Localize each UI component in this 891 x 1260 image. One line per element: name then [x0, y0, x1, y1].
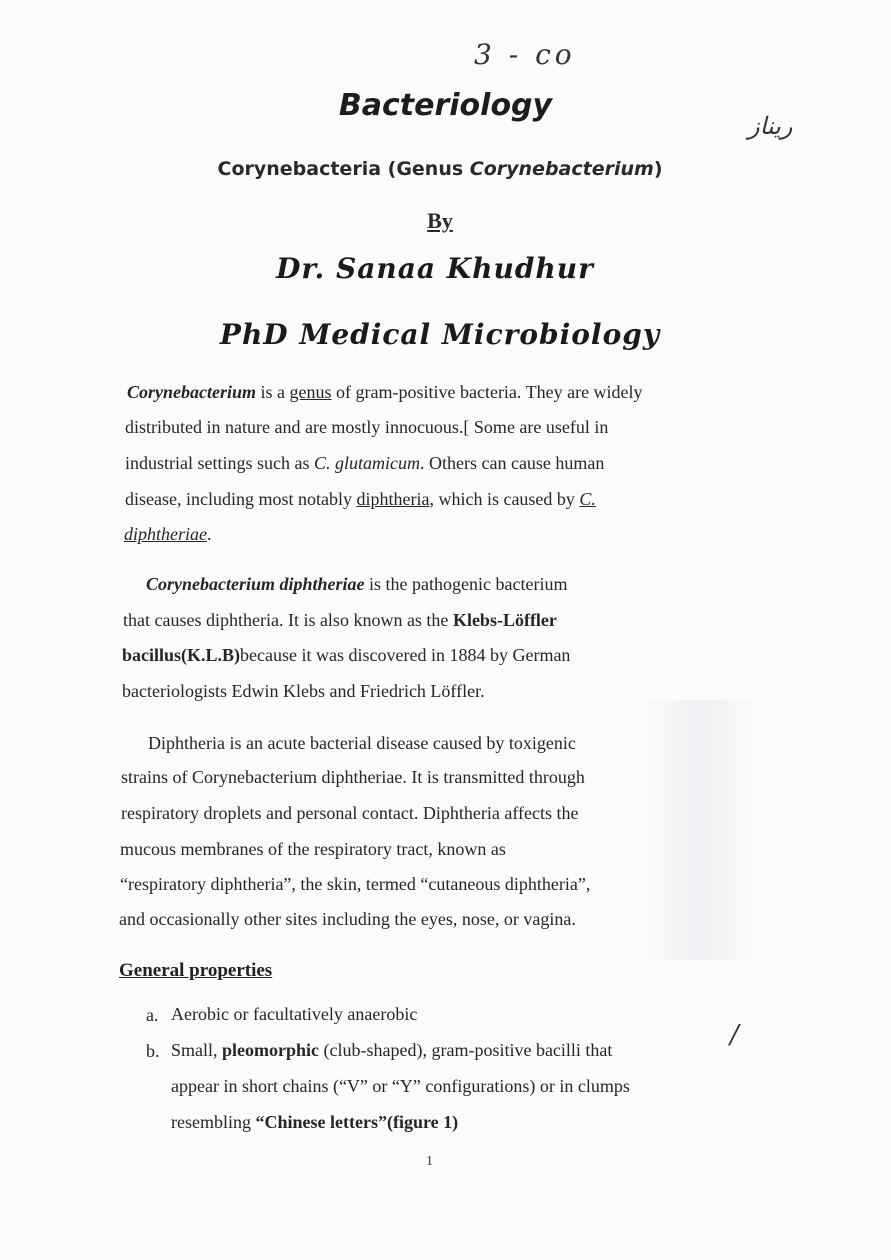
paragraph1-text: .	[207, 524, 212, 544]
scan-shadow	[640, 700, 760, 960]
paragraph2-line3	[122, 645, 570, 666]
author-credential: PhD Medical Microbiology	[219, 318, 661, 351]
paragraph2-line4: bacteriologists Edwin Klebs and Friedrich Löffler.	[122, 681, 485, 701]
paragraph3-line4: mucous membranes of the respiratory tract, known as	[120, 839, 506, 859]
by-label: By	[427, 208, 453, 233]
handwritten-top-note: 3 - co	[474, 38, 576, 71]
paragraph1-line4	[125, 489, 596, 510]
handwritten-margin-mark: ∕	[730, 1020, 739, 1050]
paragraph1-line5	[124, 524, 212, 545]
paragraph1-text: , which is caused by	[429, 489, 580, 509]
paragraph2-text: is the pathogenic bacterium	[364, 574, 568, 594]
handwritten-right-note: ریناز	[748, 112, 793, 140]
list-item-b-line2: appear in short chains (“V” or “Y” configurations) or in clumps	[171, 1076, 630, 1096]
paragraph2-text: because it was discovered in 1884 by German	[240, 645, 571, 665]
paragraph3-line3: respiratory droplets and personal contact. Diphtheria affects the	[121, 803, 579, 823]
subtitle-suffix: )	[653, 158, 663, 180]
paragraph1-line1	[127, 382, 643, 403]
list-marker-b: b.	[146, 1041, 160, 1061]
paragraph1-line3	[125, 453, 604, 474]
subtitle	[0, 158, 880, 180]
list-marker-a: a.	[146, 1005, 159, 1025]
page-title: Bacteriology	[338, 88, 553, 123]
pleomorphic-term: pleomorphic	[222, 1040, 320, 1060]
paragraph1-text: industrial settings such as	[125, 453, 314, 473]
c-diphtheriae-term: Corynebacterium diphtheriae	[146, 574, 365, 594]
klebs-loffler-term: Klebs-Löffler	[452, 610, 557, 630]
chinese-letters-term: “Chinese letters”(figure 1)	[255, 1112, 459, 1132]
list-item-b-text: resembling	[171, 1112, 256, 1132]
page-number: 1	[426, 1154, 433, 1169]
author-name: Dr. Sanaa Khudhur	[276, 252, 594, 285]
paragraph3-line5: “respiratory diphtheria”, the skin, termed “cutaneous diphtheria”,	[120, 874, 591, 894]
paragraph3-line1: Diphtheria is an acute bacterial disease caused by toxigenic	[148, 733, 576, 753]
diphtheriae-link[interactable]: diphtheriae	[124, 524, 207, 544]
paragraph1-text: . Others can cause human	[419, 453, 605, 473]
klb-term: bacillus(K.L.B)	[122, 645, 241, 665]
diphtheria-link[interactable]: diphtheria	[356, 489, 430, 509]
list-item-b-line1	[171, 1040, 612, 1061]
subtitle-prefix: Corynebacteria (Genus	[217, 158, 470, 180]
paragraph3-line2: strains of Corynebacterium diphtheriae. It is transmitted through	[121, 767, 585, 787]
list-item-a: Aerobic or facultatively anaerobic	[171, 1004, 418, 1024]
c-diphtheriae-link[interactable]: C.	[579, 489, 596, 509]
paragraph1-text: of gram-positive bacteria. They are widely	[331, 382, 643, 402]
c-glutamicum: C. glutamicum	[313, 453, 420, 473]
list-item-b-text: Small,	[171, 1040, 223, 1060]
paragraph1-line2: distributed in nature and are mostly innocuous.[ Some are useful in	[125, 417, 609, 437]
list-item-b-line3	[171, 1112, 458, 1133]
paragraph2-line1	[146, 574, 567, 595]
paragraph1-text: disease, including most notably	[125, 489, 357, 509]
subtitle-genus: Corynebacterium	[469, 158, 654, 180]
paragraph1-text: is a	[256, 382, 290, 402]
paragraph2-line2	[123, 610, 557, 631]
paragraph2-text: that causes diphtheria. It is also known as the	[123, 610, 453, 630]
list-item-b-text: (club-shaped), gram-positive bacilli that	[319, 1040, 613, 1060]
section-heading-general-properties: General properties	[119, 960, 273, 981]
paragraph3-line6: and occasionally other sites including the eyes, nose, or vagina.	[119, 909, 576, 929]
genus-link[interactable]: genus	[289, 382, 332, 402]
paragraph1-genus-term: Corynebacterium	[127, 382, 256, 402]
